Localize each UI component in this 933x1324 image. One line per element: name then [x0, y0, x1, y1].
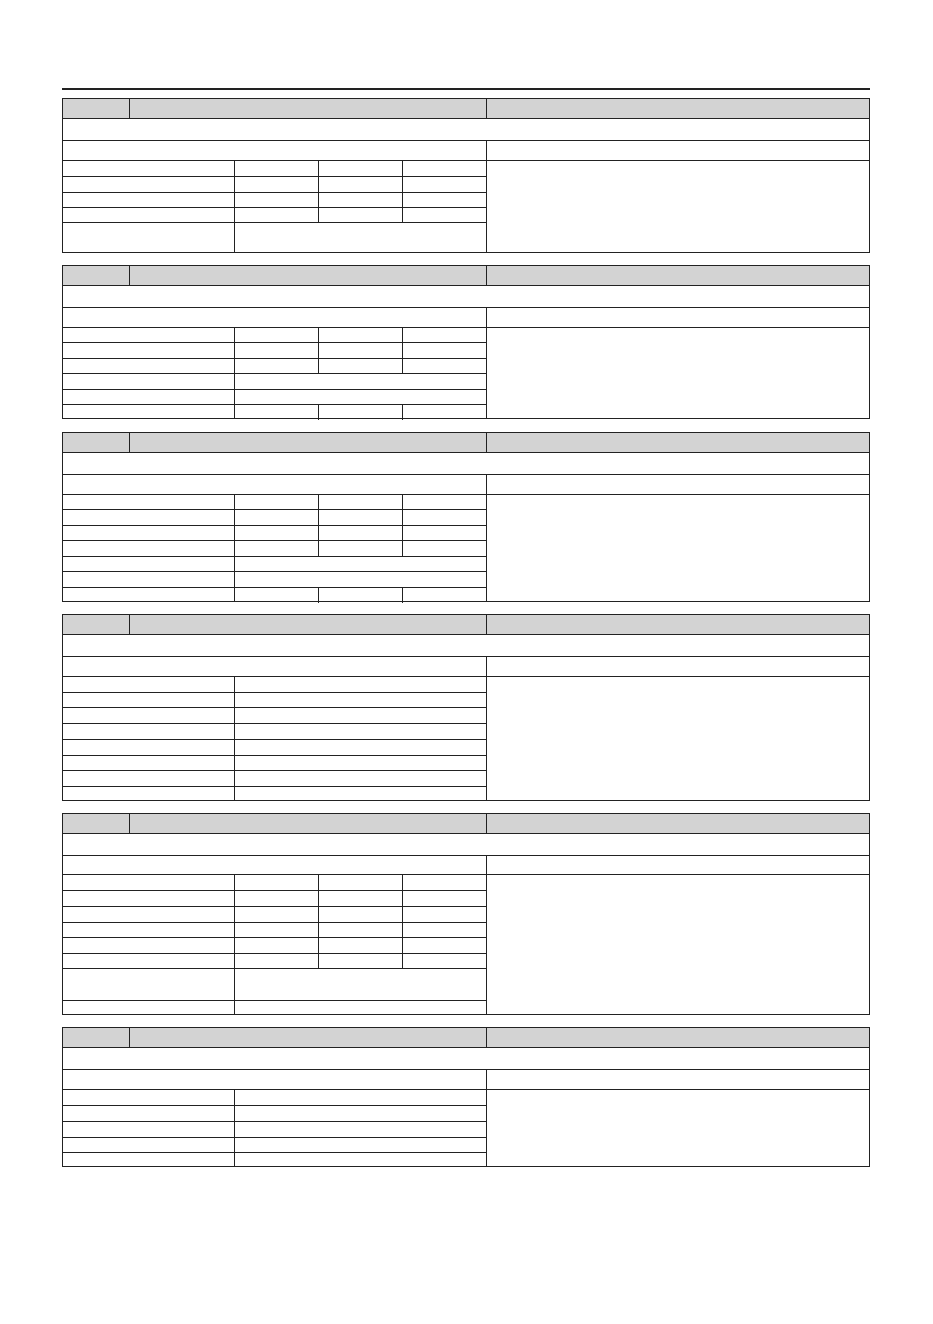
table-row-divider	[63, 389, 486, 390]
table-row-divider	[63, 1152, 486, 1153]
sub-col-divider	[402, 525, 403, 540]
row-divider	[63, 656, 869, 657]
row-divider	[63, 1069, 869, 1070]
block-header	[63, 814, 869, 834]
header-divider	[129, 1028, 130, 1047]
header-divider	[486, 99, 487, 118]
sub-col-divider	[318, 327, 319, 342]
parameter-block-3	[62, 432, 870, 602]
sub-col-divider	[318, 906, 319, 922]
panel-divider	[486, 855, 487, 1014]
sub-col-divider	[402, 327, 403, 342]
sub-col-divider	[402, 922, 403, 937]
block-header	[63, 266, 869, 286]
sub-col-divider	[318, 509, 319, 525]
table-row-divider	[63, 1121, 486, 1122]
table-row-divider	[63, 540, 486, 541]
col-divider	[234, 494, 235, 601]
table-row-divider	[63, 587, 486, 588]
col-divider	[234, 160, 235, 252]
table-row-divider	[63, 404, 486, 405]
table-row-divider	[63, 968, 486, 969]
parameter-block-4	[62, 614, 870, 801]
table-row-divider	[63, 571, 486, 572]
table-row-divider	[63, 373, 486, 374]
sub-col-divider	[402, 509, 403, 525]
row-divider	[63, 160, 869, 161]
sub-col-divider	[318, 953, 319, 968]
sub-col-divider	[318, 937, 319, 953]
parameter-block-1	[62, 98, 870, 253]
table-row-divider	[63, 692, 486, 693]
sub-col-divider	[318, 494, 319, 509]
row-divider	[63, 307, 869, 308]
sub-col-divider	[402, 404, 403, 420]
table-row-divider	[63, 739, 486, 740]
table-row-divider	[63, 786, 486, 787]
sub-col-divider	[402, 540, 403, 556]
header-divider	[129, 615, 130, 634]
panel-divider	[486, 307, 487, 418]
parameter-block-6	[62, 1027, 870, 1167]
parameter-block-2	[62, 265, 870, 419]
table-row-divider	[63, 1137, 486, 1138]
sub-col-divider	[402, 207, 403, 222]
header-divider	[486, 615, 487, 634]
panel-divider	[486, 656, 487, 800]
table-row-divider	[63, 707, 486, 708]
sub-col-divider	[402, 906, 403, 922]
block-header	[63, 433, 869, 453]
header-divider	[129, 266, 130, 285]
sub-col-divider	[402, 176, 403, 192]
top-rule	[62, 88, 870, 90]
sub-col-divider	[318, 525, 319, 540]
table-row-divider	[63, 525, 486, 526]
sub-col-divider	[402, 874, 403, 890]
col-divider	[234, 1089, 235, 1166]
table-row-divider	[63, 755, 486, 756]
row-divider	[63, 327, 869, 328]
block-header	[63, 615, 869, 635]
sub-col-divider	[402, 890, 403, 906]
panel-divider	[486, 474, 487, 601]
table-row-divider	[63, 1000, 486, 1001]
table-row-divider	[63, 723, 486, 724]
table-row-divider	[63, 222, 486, 223]
table-row-divider	[63, 937, 486, 938]
table-row-divider	[63, 192, 486, 193]
sub-col-divider	[318, 207, 319, 222]
sub-col-divider	[318, 358, 319, 373]
block-header	[63, 1028, 869, 1048]
sub-col-divider	[318, 890, 319, 906]
table-row-divider	[63, 906, 486, 907]
sub-col-divider	[318, 922, 319, 937]
sub-col-divider	[318, 874, 319, 890]
sub-col-divider	[402, 342, 403, 358]
row-divider	[63, 676, 869, 677]
sub-col-divider	[402, 160, 403, 176]
table-row-divider	[63, 176, 486, 177]
table-row-divider	[63, 556, 486, 557]
sub-col-divider	[318, 540, 319, 556]
panel-divider	[486, 1069, 487, 1166]
col-divider	[234, 874, 235, 1014]
table-row-divider	[63, 1105, 486, 1106]
sub-col-divider	[402, 192, 403, 207]
sub-col-divider	[318, 404, 319, 420]
header-divider	[486, 433, 487, 452]
col-divider	[234, 676, 235, 800]
row-divider	[63, 1089, 869, 1090]
table-row-divider	[63, 342, 486, 343]
sub-col-divider	[402, 587, 403, 603]
table-row-divider	[63, 890, 486, 891]
header-divider	[129, 99, 130, 118]
sub-col-divider	[318, 587, 319, 603]
header-divider	[486, 814, 487, 833]
table-row-divider	[63, 953, 486, 954]
sub-col-divider	[318, 342, 319, 358]
sub-col-divider	[318, 176, 319, 192]
sub-col-divider	[402, 494, 403, 509]
header-divider	[486, 266, 487, 285]
row-divider	[63, 494, 869, 495]
sub-col-divider	[402, 953, 403, 968]
header-divider	[129, 814, 130, 833]
panel-divider	[486, 140, 487, 252]
sub-col-divider	[402, 937, 403, 953]
parameter-block-5	[62, 813, 870, 1015]
row-divider	[63, 874, 869, 875]
sub-col-divider	[402, 358, 403, 373]
sub-col-divider	[318, 192, 319, 207]
block-header	[63, 99, 869, 119]
table-row-divider	[63, 207, 486, 208]
row-divider	[63, 140, 869, 141]
header-divider	[129, 433, 130, 452]
table-row-divider	[63, 358, 486, 359]
header-divider	[486, 1028, 487, 1047]
table-row-divider	[63, 509, 486, 510]
row-divider	[63, 474, 869, 475]
table-row-divider	[63, 770, 486, 771]
row-divider	[63, 855, 869, 856]
table-row-divider	[63, 922, 486, 923]
sub-col-divider	[318, 160, 319, 176]
